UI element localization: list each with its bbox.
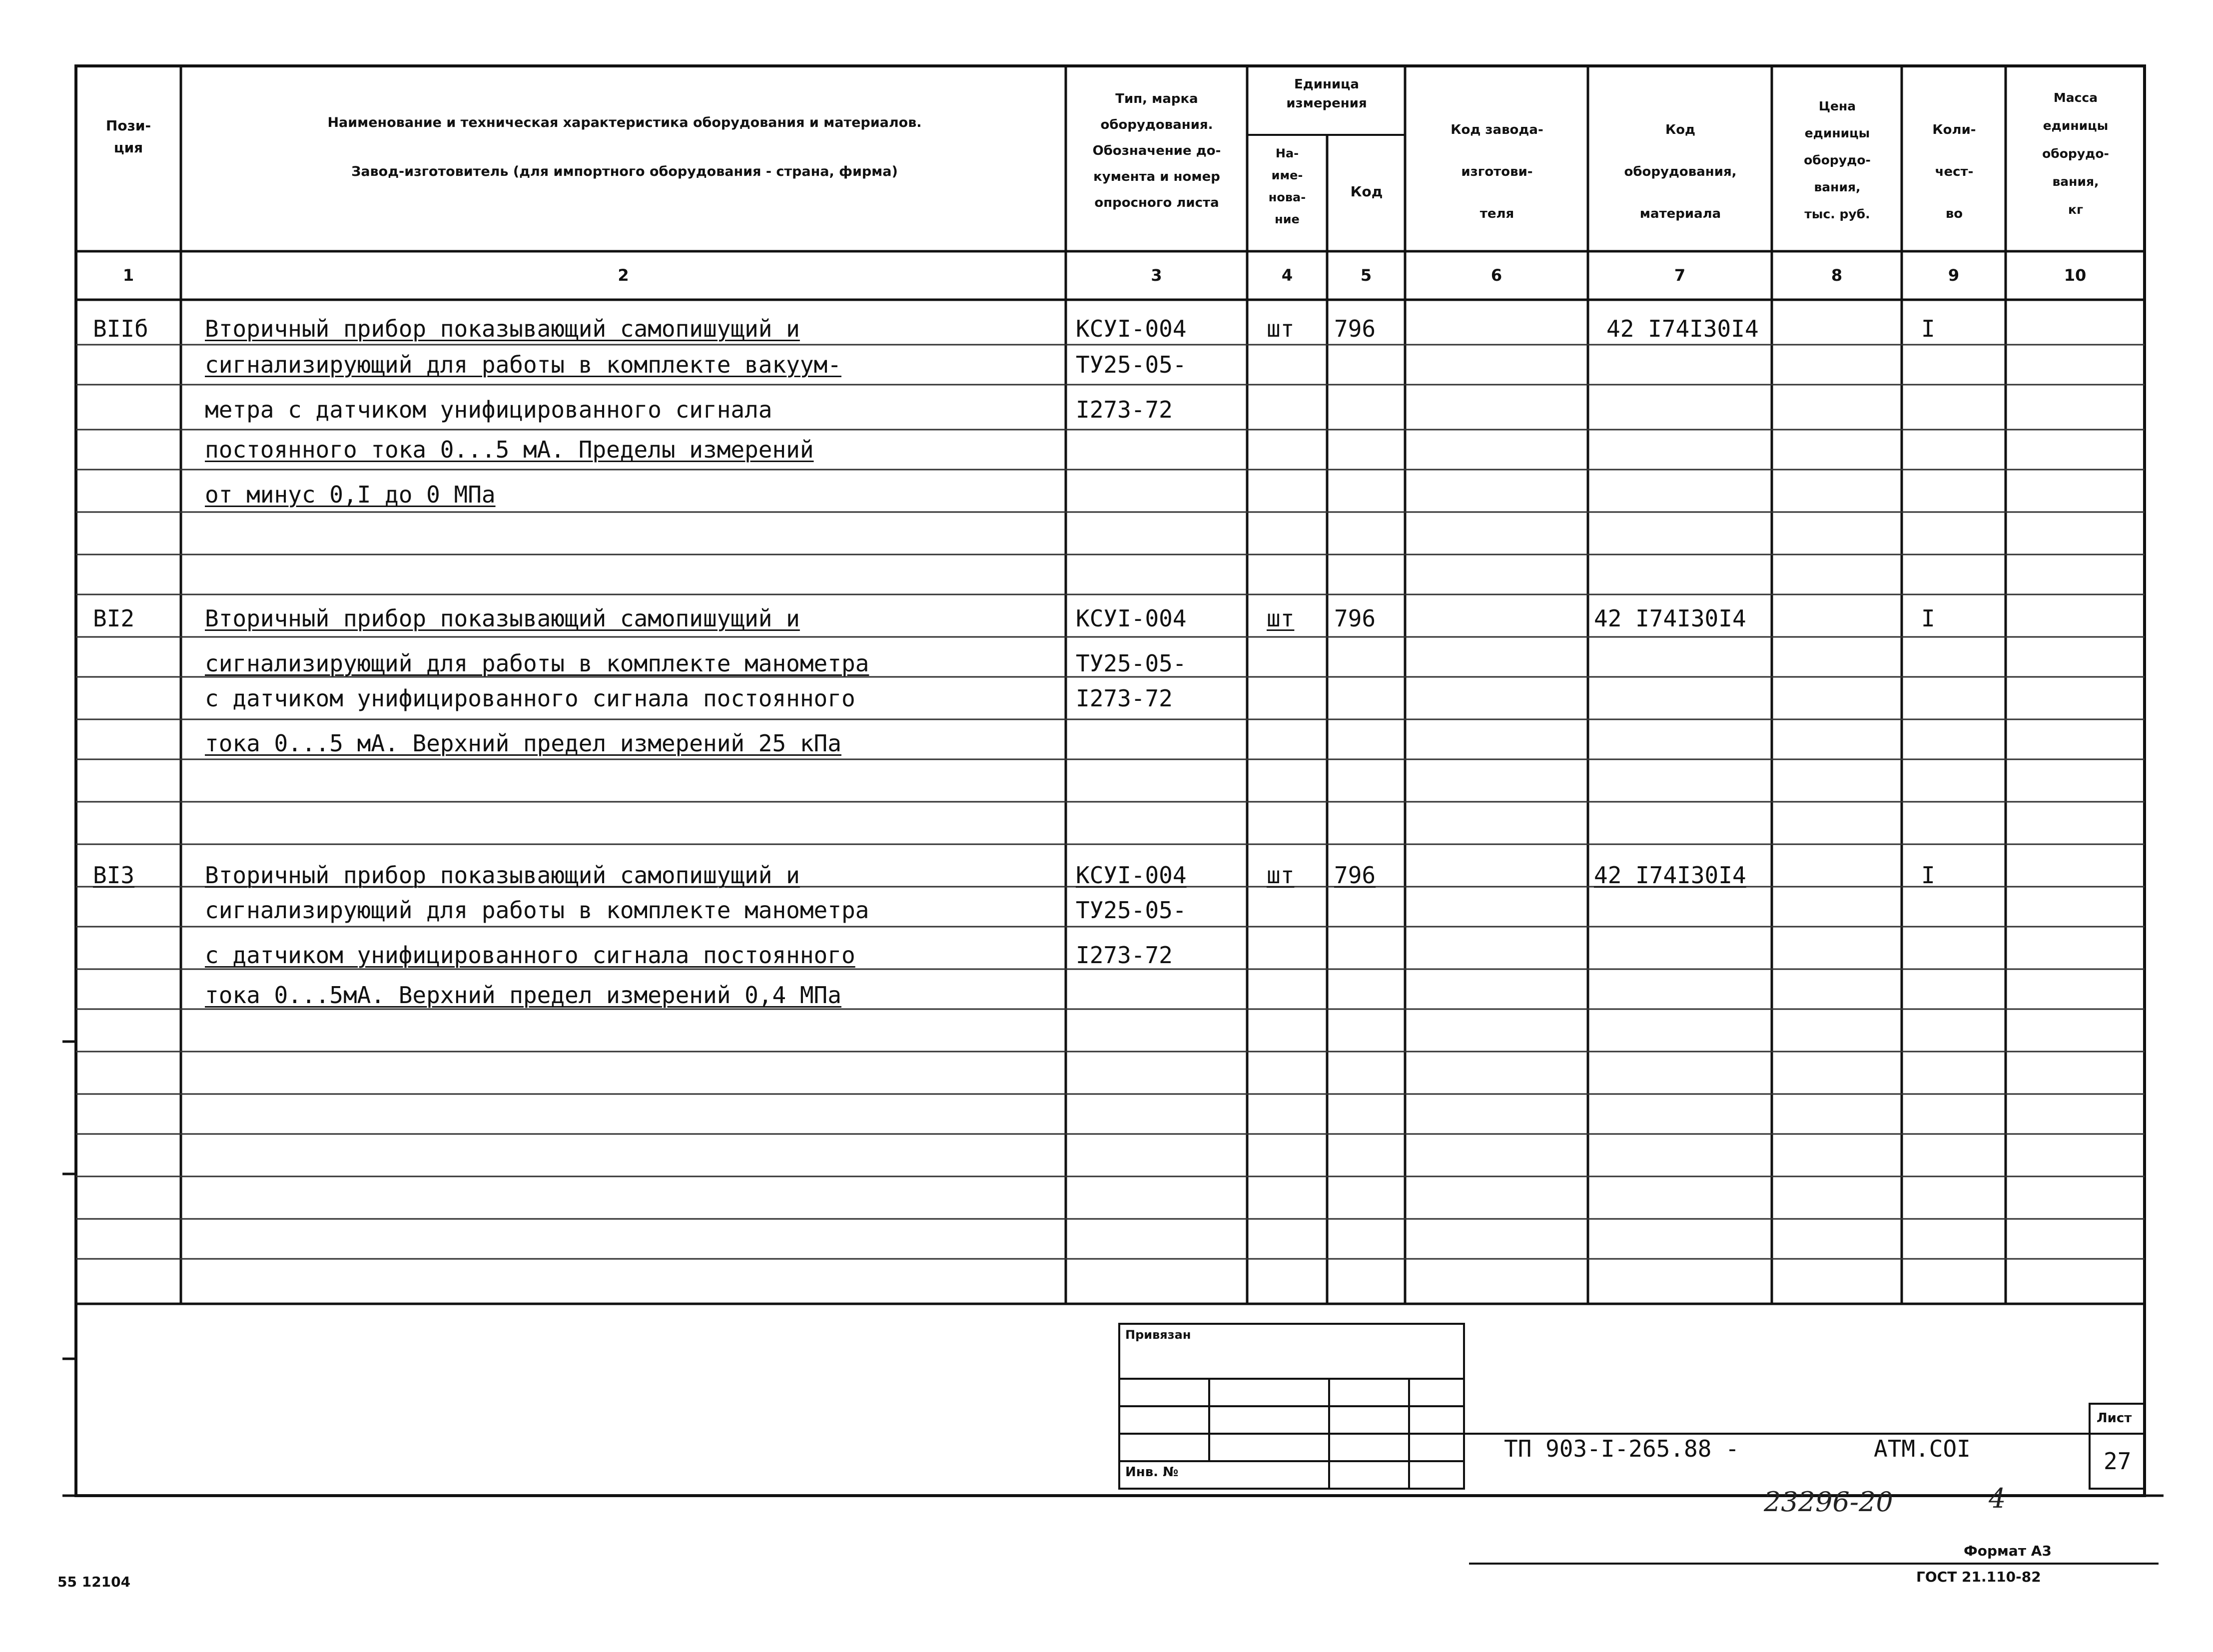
item-type-line: КСУI-004	[1076, 315, 1187, 342]
stamp-sheet-label: Лист	[2097, 1411, 2132, 1426]
header-quantity: Коли- чест- во	[1932, 122, 1976, 221]
footer-left-code: 55 12104	[57, 1574, 131, 1590]
item-description-line: от минус 0,I до 0 МПа	[205, 481, 496, 508]
column-number-6: 6	[1490, 266, 1502, 285]
column-number-10: 10	[2064, 266, 2087, 285]
item-description-line: метра с датчиком унифицированного сигнала	[205, 396, 772, 423]
item-type-line: КСУI-004	[1076, 862, 1187, 889]
stamp-mark: АТМ.СОI	[1874, 1435, 1971, 1462]
header-price: Цена единицы оборудо- вания, тыс. руб.	[1804, 99, 1871, 221]
header-equipment-code: Код оборудования, материала	[1624, 122, 1737, 221]
handwritten-suffix: 4	[1989, 1483, 2006, 1514]
item-type-line: I273-72	[1076, 396, 1173, 423]
item-description-line: Вторичный прибор показывающий самопишущий и	[205, 315, 800, 342]
item-unit-code: 796	[1334, 315, 1376, 342]
column-number-7: 7	[1674, 266, 1686, 285]
item-equipment-code: 42 I74I30I4	[1606, 315, 1759, 342]
footer-format: Формат А3	[1964, 1543, 2052, 1559]
column-number-1: 1	[122, 266, 134, 285]
footer-gost: ГОСТ 21.110-82	[1916, 1569, 2041, 1585]
item-description-line: сигнализирующий для работы в комплекте вакуум-	[205, 351, 841, 378]
stamp-attached-label: Привязан	[1125, 1328, 1191, 1342]
header-type: Тип, марка оборудования. Обозначение до- кумента и номер опросного листа	[1092, 91, 1221, 210]
stamp-sheet-number: 27	[2104, 1448, 2132, 1475]
column-number-3: 3	[1151, 266, 1162, 285]
header-position: Пози- ция	[105, 117, 151, 156]
header-name-line2: Завод-изготовитель (для импортного оборудования - страна, фирма)	[351, 164, 898, 179]
item-type-line: ТУ25-05-	[1076, 351, 1187, 378]
handwritten-number: 23296-20	[1764, 1486, 1893, 1518]
item-equipment-code: 42 I74I30I4	[1594, 862, 1746, 889]
item-description-line: Вторичный прибор показывающий самопишущий и	[205, 862, 800, 889]
item-description-line: тока 0...5мА. Верхний предел измерений 0,4 МПа	[205, 982, 841, 1009]
item-type-line: КСУI-004	[1076, 605, 1187, 632]
item-quantity: I	[1921, 862, 1935, 889]
item-type-line: ТУ25-05-	[1076, 897, 1187, 924]
item-unit: шт	[1267, 862, 1295, 889]
item-unit-code: 796	[1334, 605, 1376, 632]
item-quantity: I	[1921, 315, 1935, 342]
item-unit-code: 796	[1334, 862, 1376, 889]
item-description-line: Вторичный прибор показывающий самопишущий и	[205, 605, 800, 632]
column-number-4: 4	[1281, 266, 1293, 285]
item-description-line: с датчиком унифицированного сигнала постоянного	[205, 942, 855, 969]
item-position: BI2	[93, 605, 135, 632]
item-type-line: I273-72	[1076, 685, 1173, 712]
item-unit: шт	[1267, 605, 1295, 632]
item-description-line: постоянного тока 0...5 мА. Пределы измерений	[205, 436, 814, 463]
item-description-line: тока 0...5 мА. Верхний предел измерений 25 кПа	[205, 730, 841, 757]
stamp-inv-label: Инв. №	[1125, 1465, 1179, 1480]
item-description-line: с датчиком унифицированного сигнала постоянного	[205, 685, 855, 712]
header-unit: Единица измерения	[1286, 77, 1367, 111]
item-type-line: I273-72	[1076, 942, 1173, 969]
header-mass: Масса единицы оборудо- вания, кг	[2042, 90, 2109, 217]
item-equipment-code: 42 I74I30I4	[1594, 605, 1746, 632]
column-number-2: 2	[618, 266, 629, 285]
column-number-5: 5	[1360, 266, 1372, 285]
item-quantity: I	[1921, 605, 1935, 632]
item-description-line: сигнализирующий для работы в комплекте манометра	[205, 650, 869, 677]
header-factory-code: Код завода- изготови- теля	[1451, 122, 1543, 221]
item-description-line: сигнализирующий для работы в комплекте манометра	[205, 897, 869, 924]
item-unit: шт	[1267, 315, 1295, 342]
header-unit-name: На- име- нова- ние	[1268, 146, 1306, 226]
header-name-line1: Наименование и техническая характеристика оборудования и материалов.	[327, 115, 922, 130]
column-number-8: 8	[1831, 266, 1843, 285]
stamp-doc-code: ТП 903-I-265.88 -	[1504, 1435, 1739, 1462]
item-position: BIIб	[93, 315, 148, 342]
header-unit-code: Код	[1350, 183, 1383, 200]
item-type-line: ТУ25-05-	[1076, 650, 1187, 677]
item-position: BI3	[93, 862, 135, 889]
column-number-9: 9	[1948, 266, 1960, 285]
